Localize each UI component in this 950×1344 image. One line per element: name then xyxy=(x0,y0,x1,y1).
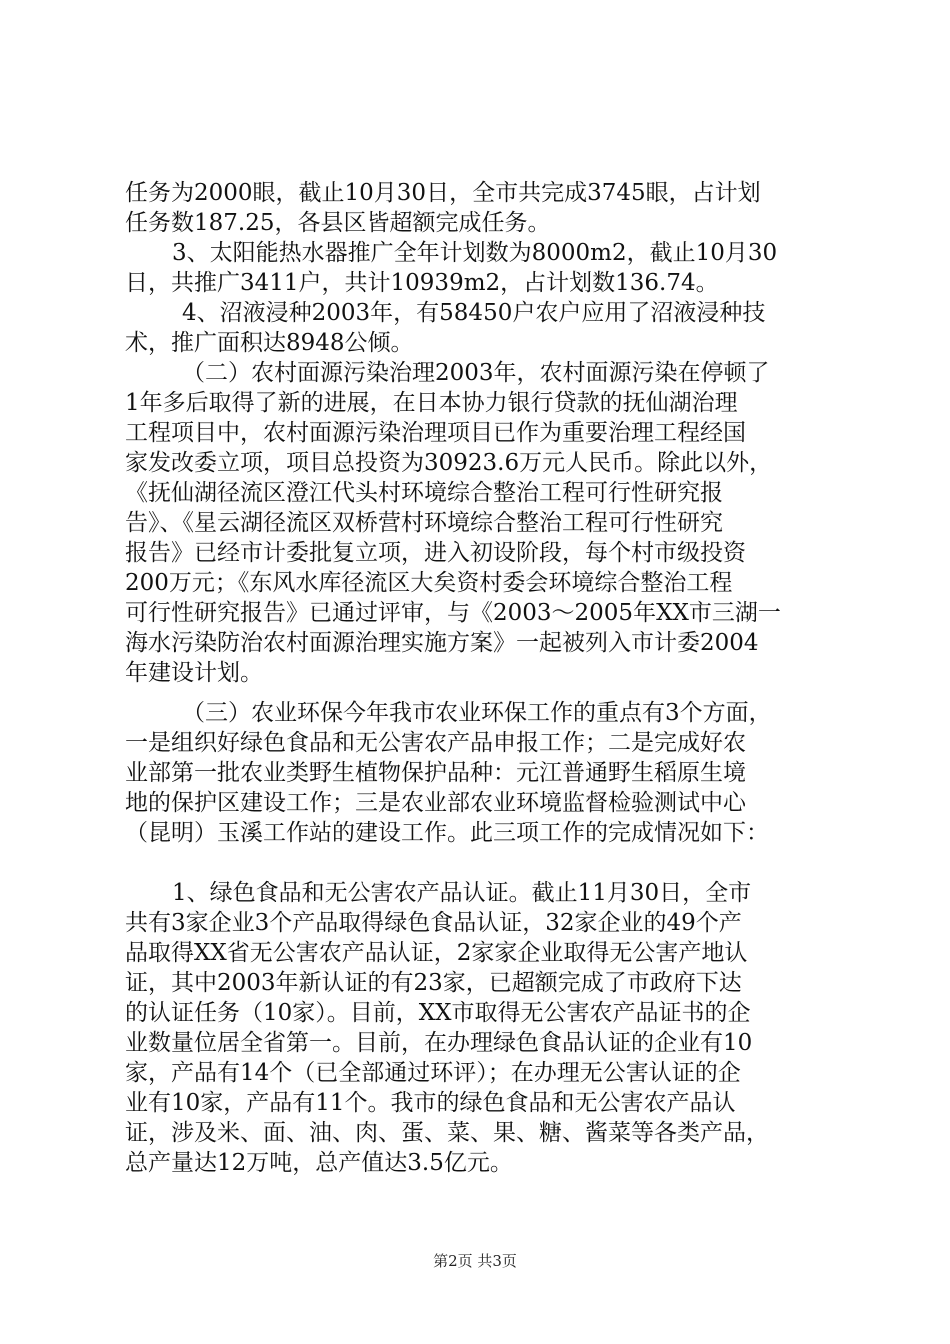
line-text: 工程项目中，农村面源污染治理项目已作为重要治理工程经国 xyxy=(125,420,746,446)
text-line xyxy=(0,908,950,938)
text-line xyxy=(0,388,950,418)
line-text: 告》、《星云湖径流区双桥营村环境综合整治工程可行性研究 xyxy=(125,510,723,536)
text-line xyxy=(0,298,950,328)
line-text: 200万元；《东风水库径流区大矣资村委会环境综合整治工程 xyxy=(125,570,733,596)
text-line xyxy=(0,418,950,448)
line-text: 1年多后取得了新的进展，在日本协力银行贷款的抚仙湖治理 xyxy=(125,390,738,416)
line-text: 《抚仙湖径流区澄江代头村环境综合整治工程可行性研究报 xyxy=(125,480,723,506)
text-line xyxy=(0,238,950,268)
text-line xyxy=(0,358,950,388)
text-line xyxy=(0,1058,950,1088)
line-text: （二）农村面源污染治理2003年，农村面源污染在停顿了 xyxy=(182,360,770,386)
line-text: 共有3家企业3个产品取得绿色食品认证，32家企业的49个产 xyxy=(125,910,742,936)
line-text: 可行性研究报告》已通过评审，与《2003～2005年XX市三湖一 xyxy=(125,600,781,626)
text-line xyxy=(0,758,950,788)
text-line xyxy=(0,1118,950,1148)
line-text: 术，推广面积达8948公倾。 xyxy=(125,330,414,356)
line-text: 业有10家，产品有11个。我市的绿色食品和无公害农产品认 xyxy=(125,1090,736,1116)
line-text: 地的保护区建设工作；三是农业部农业环境监督检验测试中心 xyxy=(125,790,746,816)
text-line xyxy=(0,178,950,208)
text-line xyxy=(0,1088,950,1118)
line-text: 证，涉及米、面、油、肉、蛋、菜、果、糖、酱菜等各类产品， xyxy=(125,1120,769,1146)
text-line xyxy=(0,938,950,968)
text-line xyxy=(0,728,950,758)
line-text: （三）农业环保今年我市农业环保工作的重点有3个方面， xyxy=(182,700,772,726)
line-text: 日，共推广3411户，共计10939m2，占计划数136.74。 xyxy=(125,270,719,296)
text-line xyxy=(0,628,950,658)
line-text: 3、太阳能热水器推广全年计划数为8000m2，截止10月30 xyxy=(172,240,778,266)
line-text: 年建设计划。 xyxy=(125,660,263,686)
text-line xyxy=(0,268,950,298)
line-text: 任务为2000眼，截止10月30日，全市共完成3745眼，占计划 xyxy=(125,180,761,206)
line-text: 的认证任务（10家）。目前，XX市取得无公害农产品证书的企 xyxy=(125,1000,751,1026)
text-line xyxy=(0,788,950,818)
text-line xyxy=(0,508,950,538)
line-text: 总产量达12万吨，总产值达3.5亿元。 xyxy=(125,1150,513,1176)
line-text: 业部第一批农业类野生植物保护品种：元江普通野生稻原生境 xyxy=(125,760,746,786)
text-line xyxy=(0,968,950,998)
text-line xyxy=(0,998,950,1028)
text-line xyxy=(0,538,950,568)
text-line xyxy=(0,658,950,688)
line-text: 任务数187.25，各县区皆超额完成任务。 xyxy=(125,210,551,236)
line-text: 证，其中2003年新认证的有23家，已超额完成了市政府下达 xyxy=(125,970,742,996)
text-line xyxy=(0,328,950,358)
text-line xyxy=(0,698,950,728)
line-text: 4、沼液浸种2003年，有58450户农户应用了沼液浸种技 xyxy=(182,300,766,326)
line-text: 家发改委立项，项目总投资为30923.6万元人民币。除此以外， xyxy=(125,450,773,476)
line-text: 家，产品有14个（已全部通过环评）；在办理无公害认证的企 xyxy=(125,1060,741,1086)
text-line xyxy=(0,598,950,628)
line-text: 品取得XX省无公害农产品认证，2家家企业取得无公害产地认 xyxy=(125,940,748,966)
text-line xyxy=(0,448,950,478)
text-line xyxy=(0,208,950,238)
line-text: 业数量位居全省第一。目前，在办理绿色食品认证的企业有10 xyxy=(125,1030,753,1056)
line-text: （昆明）玉溪工作站的建设工作。此三项工作的完成情况如下： xyxy=(125,820,769,846)
text-line xyxy=(0,818,950,848)
line-text: 一是组织好绿色食品和无公害农产品申报工作；二是完成好农 xyxy=(125,730,746,756)
text-line xyxy=(0,878,950,908)
line-text: 报告》已经市计委批复立项，进入初设阶段，每个村市级投资 xyxy=(125,540,746,566)
line-text: 海水污染防治农村面源治理实施方案》一起被列入市计委2004 xyxy=(125,630,759,656)
text-line xyxy=(0,1028,950,1058)
text-line xyxy=(0,568,950,598)
page-number-footer: 第2页 共3页 xyxy=(433,1252,517,1270)
line-text: 1、绿色食品和无公害农产品认证。截止11月30日，全市 xyxy=(172,880,752,906)
text-line xyxy=(0,1148,950,1178)
text-line xyxy=(0,478,950,508)
